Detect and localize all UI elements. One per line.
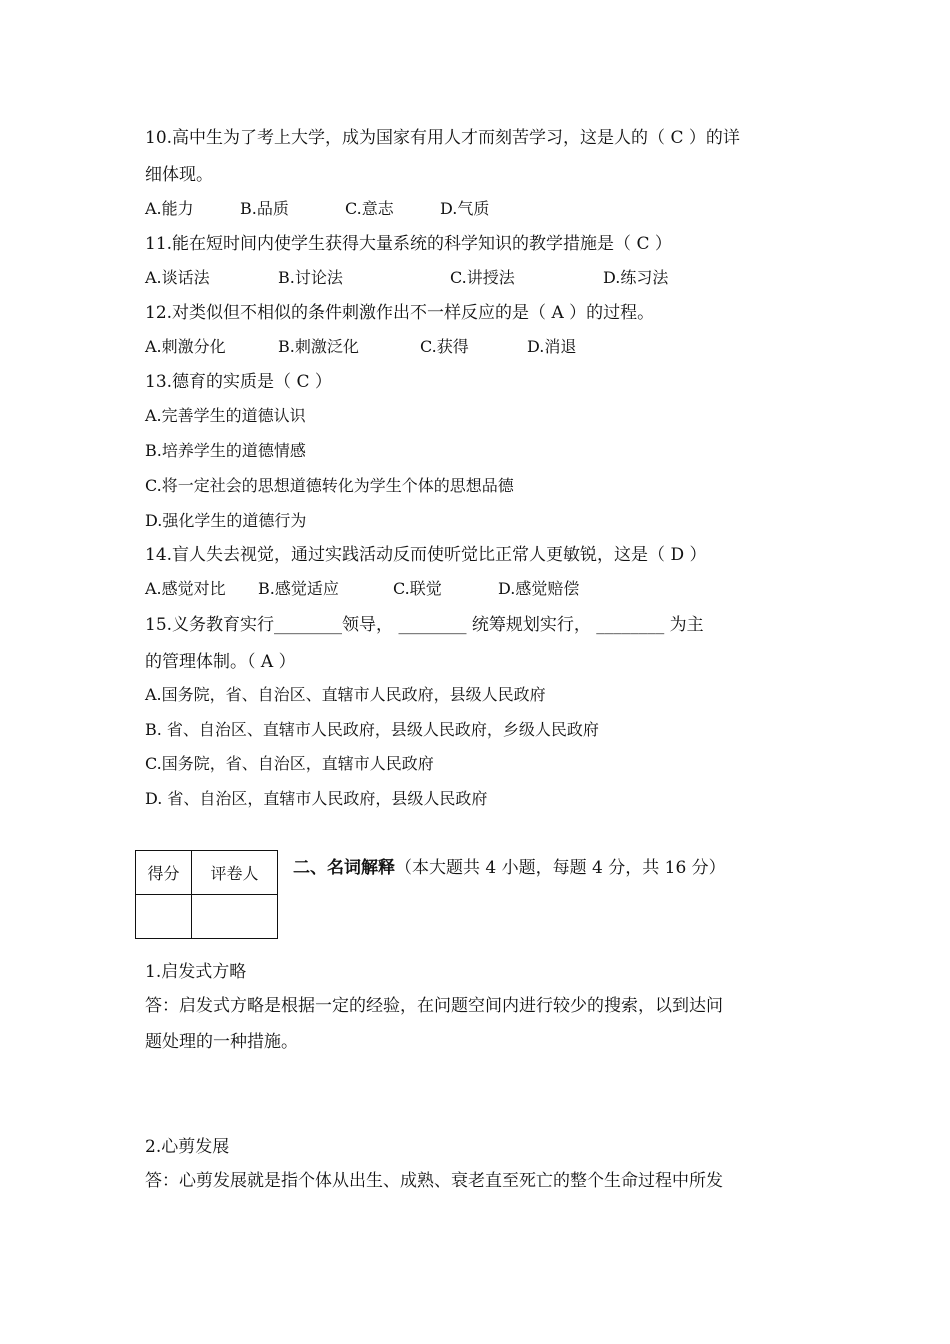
question-12-text: 12.对类似但不相似的条件刺激作出不一样反应的是（ A ）的过程。 — [145, 303, 655, 323]
q12-option-d: D.消退 — [527, 337, 577, 356]
q12-option-a: A.刺激分化 — [145, 337, 226, 356]
grader-header: 评卷人 — [192, 851, 278, 895]
q14-option-b: B.感觉适应 — [258, 579, 339, 598]
q11-option-d: D.练习法 — [603, 268, 669, 287]
q11-option-a: A.谈话法 — [145, 268, 210, 287]
q11-option-b: B.讨论法 — [278, 268, 343, 287]
score-table — [135, 850, 278, 939]
term-1-title: 1.启发式方略 — [145, 962, 247, 982]
term-1-answer: 答：启发式方略是根据一定的经验，在问题空间内进行较少的搜索，以到达问 — [145, 996, 723, 1016]
q13-option-b: B.培养学生的道德情感 — [145, 441, 306, 460]
q15-option-a: A.国务院，省、自治区、直辖市人民政府，县级人民政府 — [145, 685, 546, 704]
term-1-answer-cont: 题处理的一种措施。 — [145, 1032, 298, 1052]
score-header: 得分 — [136, 851, 192, 895]
question-10-text-cont: 细体现。 — [145, 165, 213, 185]
q14-option-a: A.感觉对比 — [145, 579, 226, 598]
question-13-text: 13.德育的实质是（ C ） — [145, 372, 332, 392]
q15-option-c: C.国务院，省、自治区，直辖市人民政府 — [145, 754, 434, 773]
term-2-answer: 答：心剪发展就是指个体从出生、成熟、衰老直至死亡的整个生命过程中所发 — [145, 1171, 723, 1191]
q12-option-b: B.刺激泛化 — [278, 337, 359, 356]
score-cell — [136, 895, 192, 939]
term-2-title: 2.心剪发展 — [145, 1137, 230, 1157]
question-10-text: 10.高中生为了考上大学，成为国家有用人才而刻苦学习，这是人的（ C ）的详 — [145, 128, 740, 148]
q14-option-c: C.联觉 — [393, 579, 442, 598]
section-2-title: 二、名词解释 — [293, 858, 395, 878]
q10-option-b: B.品质 — [240, 199, 289, 218]
question-11-text: 11.能在短时间内使学生获得大量系统的科学知识的教学措施是（ C ） — [145, 234, 672, 254]
q15-option-d: D. 省、自治区，直辖市人民政府，县级人民政府 — [145, 789, 488, 808]
q13-option-d: D.强化学生的道德行为 — [145, 511, 307, 530]
grader-cell — [192, 895, 278, 939]
section-2-heading — [293, 857, 726, 879]
q14-option-d: D.感觉赔偿 — [498, 579, 580, 598]
q13-option-a: A.完善学生的道德认识 — [145, 406, 306, 425]
q10-option-c: C.意志 — [345, 199, 394, 218]
q13-option-c: C.将一定社会的思想道德转化为学生个体的思想品德 — [145, 476, 514, 495]
q15-option-b: B. 省、自治区、直辖市人民政府，县级人民政府，乡级人民政府 — [145, 720, 599, 739]
section-2-note: （本大题共 4 小题，每题 4 分，共 16 分） — [395, 858, 726, 878]
question-14-text: 14.盲人失去视觉，通过实践活动反而使听觉比正常人更敏锐，这是（ D ） — [145, 545, 707, 565]
question-15-text: 15.义务教育实行________领导， ________ 统筹规划实行， ________ 为主 — [145, 615, 704, 635]
q10-option-d: D.气质 — [440, 199, 490, 218]
q12-option-c: C.获得 — [420, 337, 469, 356]
q10-option-a: A.能力 — [145, 199, 194, 218]
q11-option-c: C.讲授法 — [450, 268, 515, 287]
question-15-text-cont: 的管理体制。（ A ） — [145, 652, 296, 672]
